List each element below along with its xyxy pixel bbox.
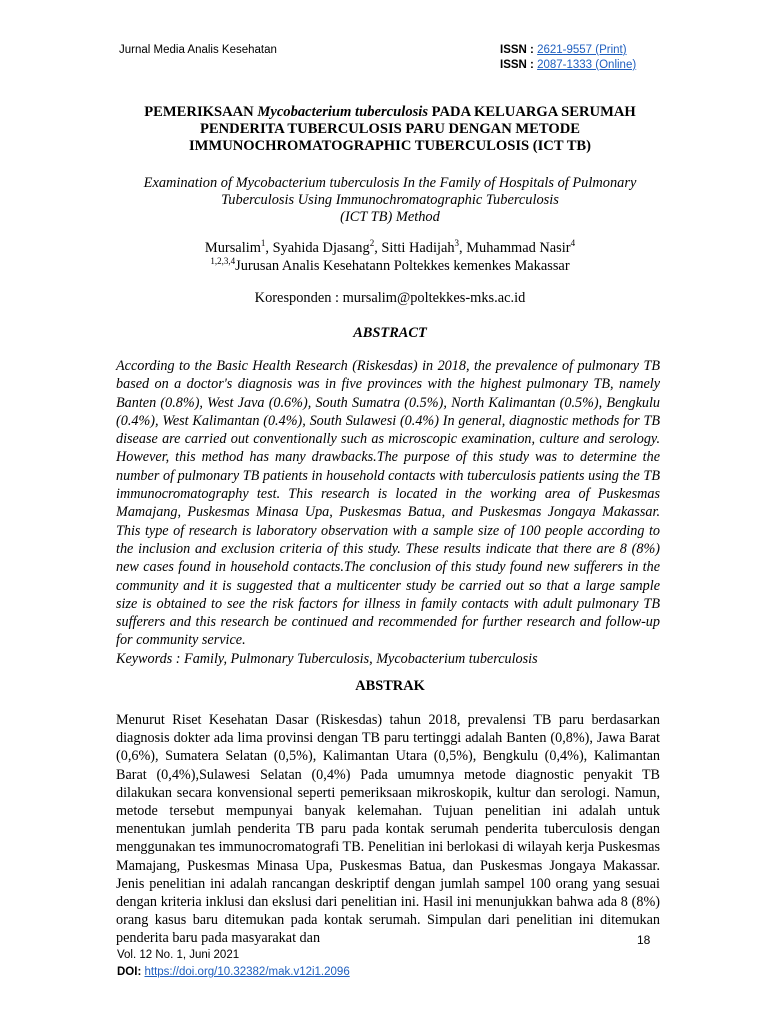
abstract-heading: ABSTRACT (353, 325, 427, 341)
author-sup: 3 (454, 238, 460, 249)
title-part2: PADA KELUARGA SERUMAH (428, 104, 636, 120)
title-line2: PENDERITA TUBERCULOSIS PARU DENGAN METODE (199, 121, 581, 137)
correspondence: Koresponden : mursalim@poltekkes-mks.ac.id (254, 290, 526, 306)
doi-label: DOI: (117, 966, 142, 978)
title-part1: PEMERIKSAAN (144, 104, 258, 120)
abstract-text: According to the Basic Health Research (Riskesdas) in 2018, the prevalence of pulmonary TB based on a doctor's diagnosis was in five provinces with the highest pulmonary TB, namely Banten (0.8%), West Java (0.6%), South Sumatra (0.5%), North Kalimantan (0.5%), Bengkulu (0.4%), West Kalimantan (0.4%), South Sulawesi (0.4%) In general, diagnostic methods for TB disease are carried out conventionally such as microscopic examination, culture and serology. However, this method has many drawbacks.The purpose of this study was to determine the number of pulmonary TB patients in household contacts with tuberculosis patients using the TB immunocromatography test. This research is located in the working area of Puskesmas Mamajang, Puskesmas Minasa Upa, Puskesmas Batua, and Puskesmas Jongaya Makassar. This type of research is laboratory observation with a sample size of 100 people according to the inclusion and exclusion criteria of this study. These results indicate that there are 8 (8%) new cases found in household contacts.The conclusion of this study found new sufferers in the community and it is suggested that a multicenter study be carried out so that a large sample size is obtained to see the risk factors for illness in family contacts with adult pulmonary TB sufferers and this research be continued and recommended for further research and follow-up for community service. (116, 358, 660, 649)
abstract-body (116, 357, 660, 668)
author-sup: 1 (260, 238, 266, 249)
keywords: Keywords : Family, Pulmonary Tuberculosis, Mycobacterium tuberculosis (116, 650, 538, 667)
english-title (100, 175, 680, 226)
abstrak-text: Menurut Riset Kesehatan Dasar (Riskesdas) tahun 2018, prevalensi TB paru berdasarkan diagnosis dokter ada lima provinsi dengan TB paru tertinggi adalah Banten (0,8%), Jawa Barat (0,6%), Sumatera Selatan (0,5%), Kalimantan Utara (0,5%), Bengkulu (0,4%), Kalimantan Barat (0,4%),Sulawesi Selatan (0,4%) Pada umumnya metode diagnostic penyakit TB dilakukan secara konvensional seperti pemeriksaan mikroskopik, kultur dan serologi. Namun, metode tersebut mempunyai banyak kelemahan. Tujuan penelitian ini adalah untuk menentukan jumlah penderita TB paru pada kontak serumah penderita tuberculosis dengan menggunakan tes immunocromatografi TB. Penelitian ini berlokasi di wilayah kerja Puskesmas Mamajang, Puskesmas Minasa Upa, Puskesmas Batua, dan Puskesmas Jongaya Makassar. Jenis penelitian ini adalah rancangan deskriptif dengan jumlah sampel 100 orang yang sesuai dengan kriteria inklusi dan ekslusi dari penelitian ini. Hasil ini menunjukkan bahwa ada 8 (8%) orang kasus baru ditemukan pada kontak serumah. Simpulan dari penelitian ini ditemukan penderita baru pada masyarakat dan (116, 712, 660, 947)
paper-title (100, 104, 680, 155)
author-sup: 2 (369, 238, 375, 249)
doi-link[interactable]: https://doi.org/10.32382/mak.v12i1.2096 (144, 966, 350, 978)
title-italic: Mycobacterium tuberculosis (257, 104, 429, 120)
author-name: , Muhammad Nasir (459, 240, 571, 256)
author-list (100, 239, 680, 257)
author-name: Mursalim (204, 240, 261, 256)
abstrak-heading: ABSTRAK (355, 678, 425, 694)
subtitle-line1: Examination of Mycobacterium tuberculosis In the Family of Hospitals of Pulmonary (143, 175, 637, 191)
affiliation-sup: 1,2,3,4 (210, 256, 236, 267)
volume-info: Vol. 12 No. 1, Juni 2021 (117, 949, 240, 961)
affiliation (100, 257, 680, 275)
issn-online-link[interactable]: 2087-1333 (Online) (537, 59, 637, 71)
issn-label: ISSN : (500, 59, 534, 71)
author-name: , Sitti Hadijah (374, 240, 455, 256)
subtitle-line2: Tuberculosis Using Immunochromatographic Tuberculosis (221, 192, 559, 208)
issn-online (500, 59, 636, 71)
title-line3: IMMUNOCHROMATOGRAPHIC TUBERCULOSIS (ICT TB) (188, 138, 592, 154)
author-block (100, 239, 680, 275)
affiliation-text: Jurusan Analis Kesehatann Poltekkes kemenkes Makassar (235, 258, 570, 274)
doi (117, 966, 350, 978)
journal-name: Jurnal Media Analis Kesehatan (119, 44, 277, 56)
issn-label: ISSN : (500, 44, 534, 56)
issn-print (500, 44, 627, 56)
page-number: 18 (637, 933, 651, 947)
subtitle-line3: (ICT TB) Method (340, 209, 440, 225)
issn-print-link[interactable]: 2621-9557 (Print) (537, 44, 627, 56)
author-sup: 4 (570, 238, 576, 249)
author-name: , Syahida Djasang (265, 240, 370, 256)
